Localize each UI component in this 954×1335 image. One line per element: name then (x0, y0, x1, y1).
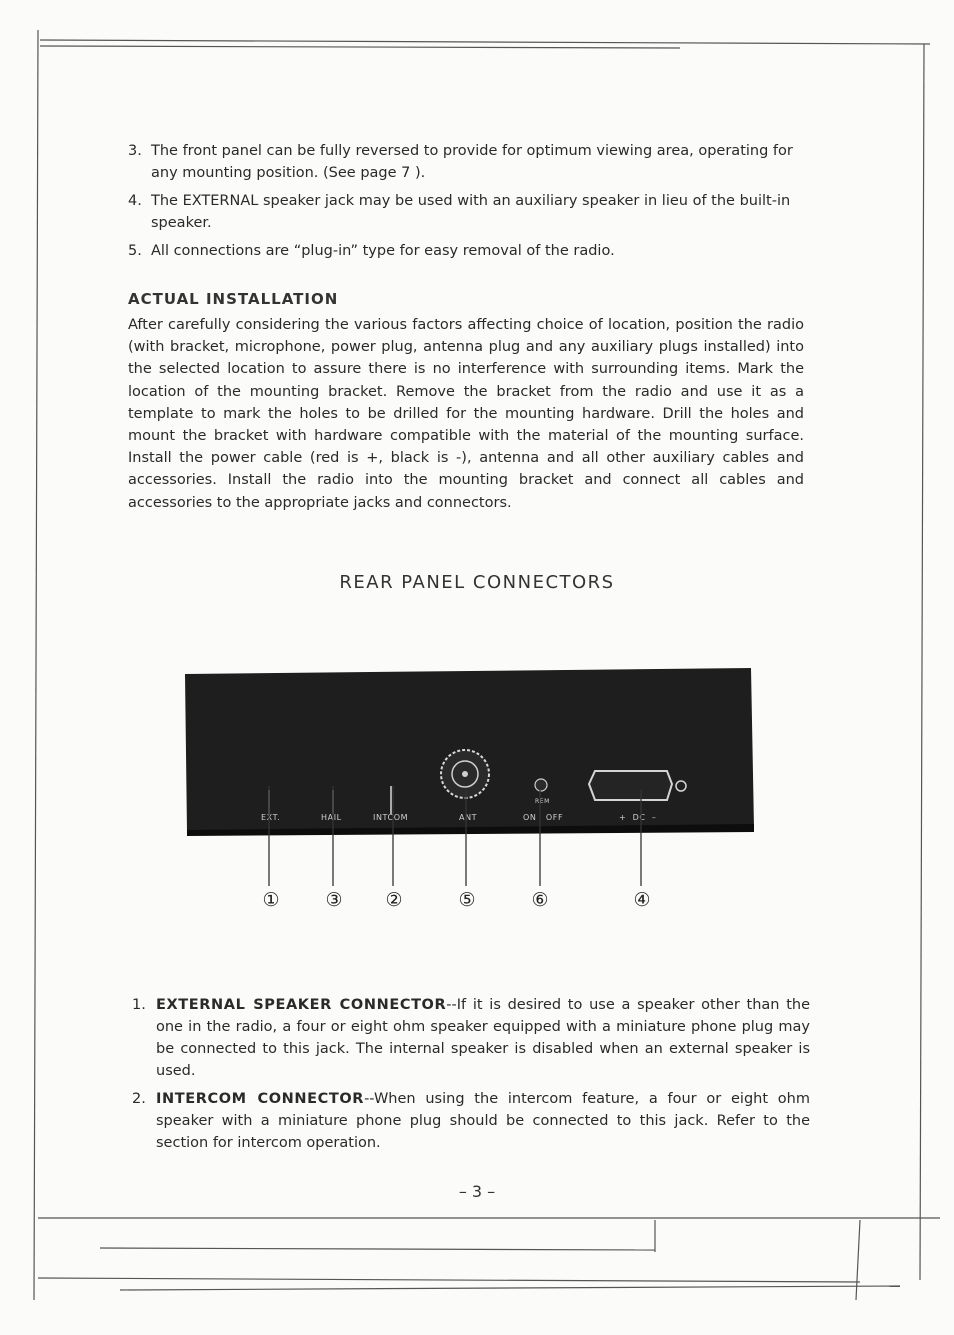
item-number: 1. (132, 997, 146, 1013)
dc-label: + DC – (619, 813, 657, 822)
features-list (128, 140, 808, 268)
list-item (132, 1088, 810, 1154)
rem-switch-icon (535, 779, 547, 791)
callout-rem: ⑥ (531, 889, 549, 911)
callout-ant: ⑤ (458, 889, 476, 911)
callout-dc: ④ (633, 889, 651, 911)
item-text: --When using the intercom feature, a four or eight ohm speaker with a miniature phone plug should be connected to this jack. Refer to the section for intercom operation. (156, 1091, 810, 1151)
item-number: 3. (128, 143, 142, 159)
item-number: 5. (128, 243, 142, 259)
on-off-label: ON OFF (523, 813, 564, 822)
page-number: – 3 – (458, 1182, 496, 1201)
list-item (132, 994, 810, 1082)
installation-heading: ACTUAL INSTALLATION (128, 290, 339, 308)
ant-label: ANT (459, 813, 478, 822)
item-text: --If it is desired to use a speaker other than the one in the radio, a four or eight ohm speaker equipped with a miniature phone plug may be connected to this jack. The internal speaker is disabled when an external speaker is used. (156, 997, 810, 1079)
item-text: The front panel can be fully reversed to provide for optimum viewing area, operating for any mounting position. (See page 7 ). (151, 143, 793, 181)
item-lead: EXTERNAL SPEAKER CONNECTOR (156, 997, 447, 1013)
list-item (128, 240, 808, 262)
ext-jack-label: EXT. (261, 813, 281, 822)
item-text: All connections are “plug-in” type for easy removal of the radio. (151, 243, 615, 259)
intcom-jack-label: INTCOM (373, 813, 409, 822)
installation-paragraph: After carefully considering the various factors affecting choice of location, position the radio (with bracket, microphone, power plug, antenna plug and any auxiliary plugs installed) into the selected location to assure there is no interference with surrounding items. Mark the location of the mounting bracket. Remove the bracket from the radio and use it as a template to mark the holes to be drilled for the mounting hardware. Drill the holes and mount the bracket with hardware compatible with the material of the mounting surface. Install the power cable (red is +, black is -), antenna and all other auxiliary cables and accessories. Install the radio into the mounting bracket and connect all cables and accessories to the appropriate jacks and connectors. (128, 317, 804, 511)
figure-title: REAR PANEL CONNECTORS (339, 572, 615, 593)
hail-jack-label: HAIL (321, 813, 342, 822)
rem-label: REM (535, 798, 550, 805)
item-lead: INTERCOM CONNECTOR (156, 1091, 365, 1107)
antenna-connector-icon (441, 750, 489, 798)
rear-panel-illustration (185, 668, 757, 836)
connector-descriptions (132, 994, 810, 1160)
callout-intcom: ② (385, 889, 403, 911)
item-number: 4. (128, 193, 142, 209)
callout-ext: ① (262, 889, 280, 911)
item-text: The EXTERNAL speaker jack may be used with an auxiliary speaker in lieu of the built-in speaker. (151, 193, 791, 231)
callout-hail: ③ (325, 889, 343, 911)
list-item (128, 190, 808, 234)
list-item (128, 140, 808, 184)
item-number: 2. (132, 1091, 146, 1107)
